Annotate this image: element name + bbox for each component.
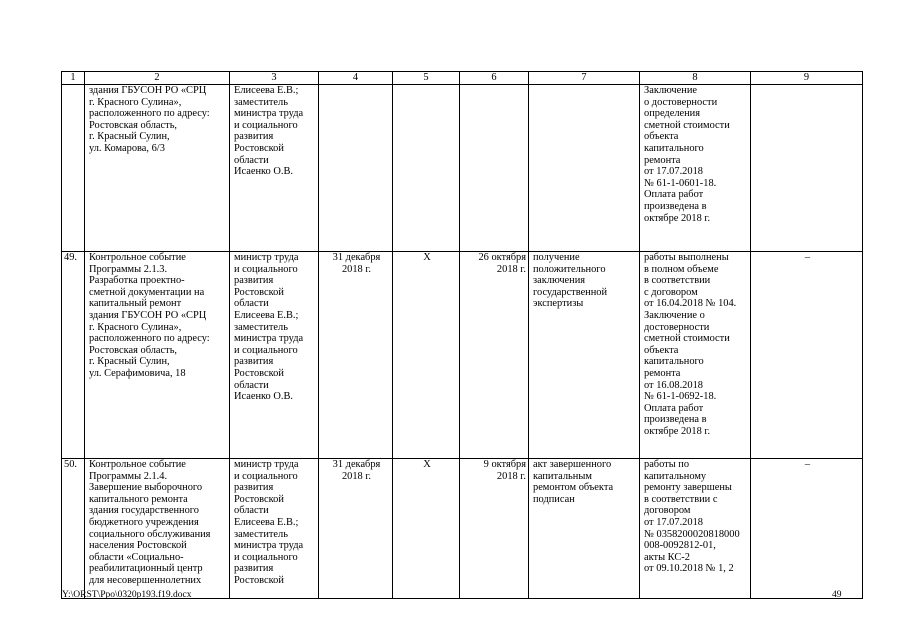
responsible-cell: министр труда и социального развития Ростовской области Елисеева Е.В.; заместитель министра труда и социального развития Ростовской	[230, 459, 319, 599]
page-number: 49	[832, 590, 842, 600]
planned-date-cell: 31 декабря 2018 г.	[319, 252, 393, 459]
footer-file-path: Y:\ORST\Ppo\0320p193.f19.docx	[62, 590, 192, 600]
report-table	[61, 71, 863, 599]
responsible-cell: министр труда и социального развития Ростовской области Елисеева Е.В.; заместитель министра труда и социального развития Ростовской области Исаенко О.В.	[230, 252, 319, 459]
actual-date-cell: 9 октября 2018 г.	[460, 459, 529, 599]
header-cell: 7	[529, 72, 640, 85]
info-cell: работы выполнены в полном объеме в соответствии с договором от 16.04.2018 № 104. Заключение о достоверности сметной стоимости объекта капитального ремонта от 16.08.2018 № 61-1-0692-18. Оплата работ произведена в октябре 2018 г.	[640, 252, 751, 459]
col9-cell: –	[751, 459, 863, 599]
col9-cell	[751, 85, 863, 252]
info-cell: работы по капитальному ремонту завершены в соответствии с договором от 17.07.2018 № 0358200020818000 008-0092812-01, акты КС-2 от 09.10.2018 № 1, 2	[640, 459, 751, 599]
col5-cell	[393, 85, 460, 252]
event-cell: Контрольное событие Программы 2.1.3. Разработка проектно- сметной документации на капитальный ремонт здания ГБУСОН РО «СРЦ г. Красного Сулина», расположенного по адресу: Ростовская область, г. Красный Сулин, ул. Серафимовича, 18	[85, 252, 230, 459]
result-cell: получение положительного заключения государственной экспертизы	[529, 252, 640, 459]
actual-date-cell: 26 октября 2018 г.	[460, 252, 529, 459]
col5-cell: X	[393, 252, 460, 459]
header-cell: 5	[393, 72, 460, 85]
responsible-cell: Елисеева Е.В.; заместитель министра труда и социального развития Ростовской области Исаенко О.В.	[230, 85, 319, 252]
col5-cell: X	[393, 459, 460, 599]
header-cell: 1	[62, 72, 85, 85]
row-number	[62, 85, 85, 252]
table-row	[62, 85, 863, 252]
header-cell: 6	[460, 72, 529, 85]
header-cell: 3	[230, 72, 319, 85]
table-row	[62, 459, 863, 599]
info-cell: Заключение о достоверности определения сметной стоимости объекта капитального ремонта от 17.07.2018 № 61-1-0601-18. Оплата работ произведена в октябре 2018 г.	[640, 85, 751, 252]
header-cell: 2	[85, 72, 230, 85]
actual-date-cell	[460, 85, 529, 252]
event-cell: здания ГБУСОН РО «СРЦ г. Красного Сулина», расположенного по адресу: Ростовская область, г. Красный Сулин, ул. Комарова, 6/3	[85, 85, 230, 252]
table-row	[62, 252, 863, 459]
row-number: 49.	[62, 252, 85, 459]
planned-date-cell: 31 декабря 2018 г.	[319, 459, 393, 599]
header-cell: 4	[319, 72, 393, 85]
row-number: 50.	[62, 459, 85, 599]
event-cell: Контрольное событие Программы 2.1.4. Завершение выборочного капитального ремонта здания государственного бюджетного учреждения социального обслуживания населения Ростовской области «Социально- реабилитационный центр для несовершеннолетних	[85, 459, 230, 599]
header-cell: 9	[751, 72, 863, 85]
header-cell: 8	[640, 72, 751, 85]
planned-date-cell	[319, 85, 393, 252]
result-cell	[529, 85, 640, 252]
result-cell: акт завершенного капитальным ремонтом объекта подписан	[529, 459, 640, 599]
header-row	[62, 72, 863, 85]
col9-cell: –	[751, 252, 863, 459]
